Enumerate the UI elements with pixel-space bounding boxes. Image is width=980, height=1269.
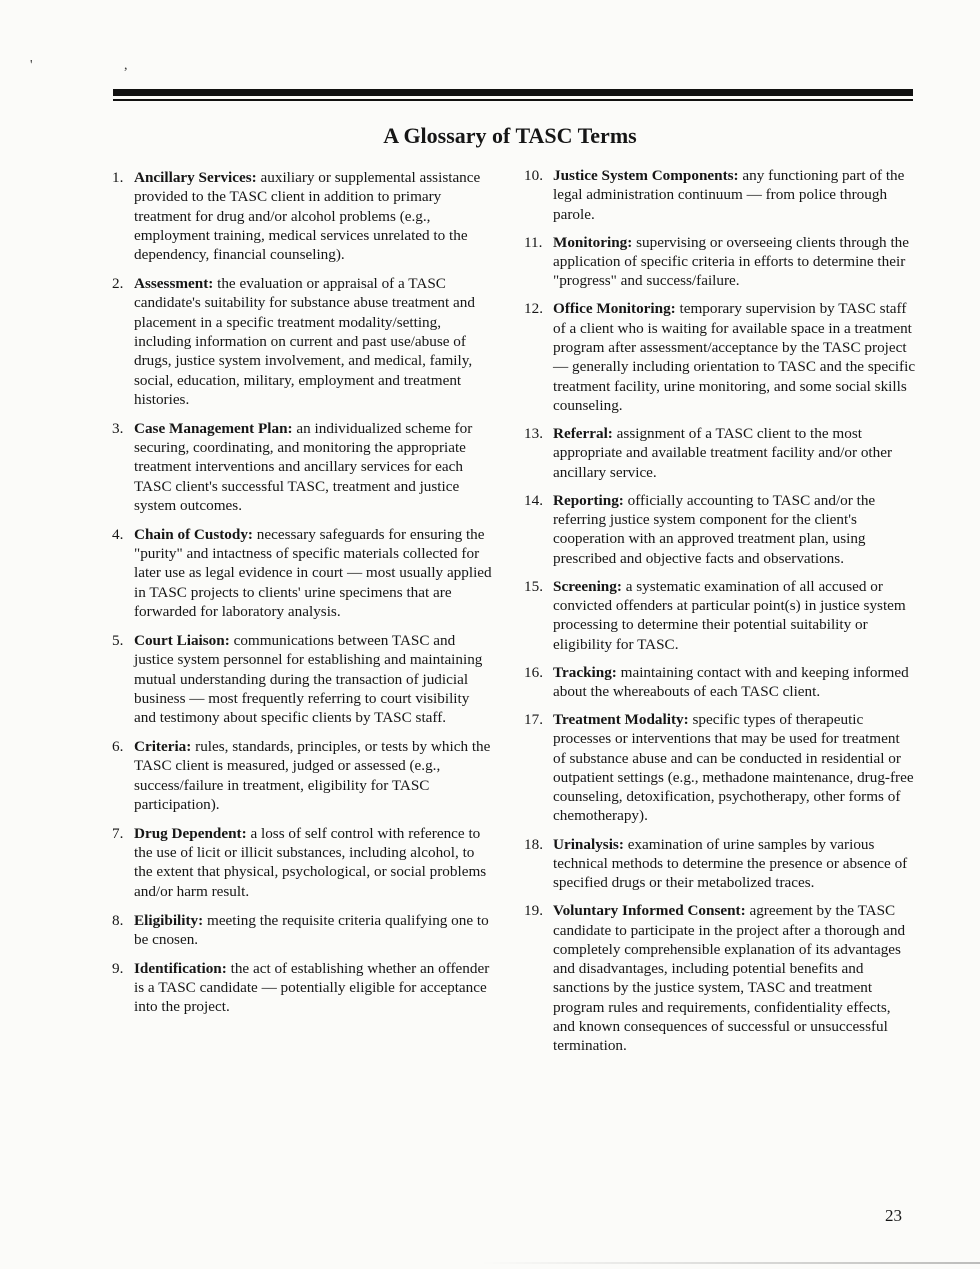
entry-body (134, 959, 494, 1017)
entry-term: Justice System Components: (553, 167, 739, 184)
entry-definition: auxiliary or supplemental assistance provided to the TASC client in addition to primary treatment for drug and/or alcohol problems (e.g., employment training, medical services unrelated to the dependency, financial counseling). (134, 169, 481, 264)
entry-term: Chain of Custody: (134, 525, 253, 543)
entry-term: Identification: (134, 959, 227, 977)
entry-term: Office Monitoring: (553, 300, 676, 318)
entry-body (134, 419, 494, 515)
entry-body (553, 577, 916, 654)
entry-term: Ancillary Services: (134, 169, 257, 186)
entry-body (134, 824, 494, 901)
entry-definition: the evaluation or appraisal of a TASC candidate's suitability for substance abuse treatment and placement in a specific treatment modality/setting, including information on current and past use/abuse of drugs, justice system involvement, and medical, family, social, education, military, employment and treatment histories. (134, 275, 475, 408)
entry-term: Voluntary Informed Consent: (553, 902, 746, 920)
entry-body (553, 424, 916, 482)
entry-definition: an individualized scheme for securing, coordinating, and monitoring the appropriate treatment interventions and ancillary services for each TASC client's successful TASC, treatment and justice system outcomes. (134, 419, 473, 514)
glossary-entry (524, 233, 916, 291)
glossary-entry (524, 710, 916, 826)
entry-body (553, 710, 916, 826)
glossary-entry (112, 631, 494, 727)
page-title: A Glossary of TASC Terms (383, 123, 637, 148)
glossary-left-column (112, 168, 494, 1026)
entry-number: 5. (112, 631, 124, 649)
entry-definition: a systematic examination of all accused or convicted offenders at particular point(s) in justice system processing to determine their potential suitability or eligibility for TASC. (553, 577, 906, 653)
glossary-entry (524, 424, 916, 482)
entry-number: 1. (112, 169, 124, 186)
entry-body (134, 525, 494, 621)
entry-body (134, 168, 494, 264)
entry-body (134, 274, 494, 409)
entry-term: Assessment: (134, 275, 214, 293)
entry-number: 11. (524, 233, 543, 251)
entry-definition: temporary supervision by TASC staff of a client who is waiting for available space in a treatment program after assessment/acceptance by the TASC project — generally including orientation to TASC and the specific treatment facility, urine monitoring, and some social skills counseling. (553, 300, 916, 414)
entry-term: Reporting: (553, 491, 624, 509)
entry-definition: rules, standards, principles, or tests by which the TASC client is measured, judged or assessed (e.g., success/failure in treatment, eligibility for TASC participation). (134, 737, 491, 813)
entry-term: Monitoring: (553, 233, 633, 251)
glossary-entry (112, 274, 494, 409)
entry-term: Referral: (553, 424, 613, 442)
page-number: 23 (885, 1206, 902, 1225)
entry-definition: examination of urine samples by various technical methods to determine the presence or absence of specified drugs or their metabolized traces. (553, 835, 908, 892)
header-rule-thin (113, 99, 913, 101)
entry-definition: communications between TASC and justice system personnel for establishing and maintaining mutual understanding during the transaction of judicial business — most frequently referring to court visibility and testimony about specific clients by TASC staff. (134, 631, 483, 727)
entry-number: 13. (524, 424, 543, 442)
entry-definition: agreement by the TASC candidate to participate in the project after a thorough and completely comprehensible explanation of its advantages and disadvantages, including potential benefits and sanctions by the justice system, TASC and treatment program rules and requirements, confidentiality effects, and known consequences of successful or unsuccessful termination. (553, 902, 906, 1055)
glossary-entry (112, 525, 494, 621)
entry-definition: a loss of self control with reference to the use of licit or illicit substances, including alcohol, to the extent that physical, psychological, or social problems and/or harm result. (134, 824, 487, 900)
entry-number: 16. (524, 663, 543, 681)
entry-body (553, 233, 916, 291)
glossary-right-column (524, 166, 916, 1064)
entry-term: Case Management Plan: (134, 419, 293, 437)
glossary-entry (524, 901, 916, 1055)
entry-body (134, 911, 494, 950)
entry-body (553, 835, 916, 893)
entry-body (553, 901, 916, 1055)
entry-definition: supervising or overseeing clients through the application of specific criteria in efforts to determine their "progress" and success/failure. (553, 233, 910, 290)
entry-body (553, 491, 916, 568)
entry-term: Treatment Modality: (553, 711, 689, 728)
entry-number: 7. (112, 824, 124, 842)
entry-term: Urinalysis: (553, 835, 624, 853)
entry-term: Eligibility: (134, 911, 204, 929)
entry-number: 8. (112, 911, 124, 929)
entry-number: 9. (112, 959, 124, 977)
glossary-entry (112, 824, 494, 901)
entry-term: Tracking: (553, 663, 617, 681)
entry-number: 18. (524, 835, 543, 853)
entry-number: 4. (112, 525, 124, 543)
header-rule-thick (113, 89, 913, 96)
entry-number: 10. (524, 167, 543, 184)
scan-edge-shadow (480, 1262, 980, 1264)
entry-definition: meeting the requisite criteria qualifying one to be cnosen. (134, 911, 489, 948)
glossary-entry (524, 491, 916, 568)
entry-definition: any functioning part of the legal administration continuum — from police through parole. (553, 167, 905, 223)
entry-definition: necessary safeguards for ensuring the "purity" and intactness of specific materials collected for later use as legal evidence in court — most usually applied in TASC projects to clients' urine specimens that are forwarded for laboratory analysis. (134, 525, 492, 621)
glossary-entry (112, 911, 494, 950)
entry-body (134, 737, 494, 814)
glossary-entry (112, 737, 494, 814)
margin-marks: ' , (30, 58, 172, 73)
entry-number: 6. (112, 737, 124, 755)
entry-number: 19. (524, 902, 543, 920)
glossary-entry (112, 959, 494, 1017)
glossary-entry (524, 166, 916, 224)
entry-number: 3. (112, 419, 124, 437)
glossary-entry (524, 835, 916, 893)
entry-number: 15. (524, 577, 543, 595)
glossary-entry (524, 299, 916, 415)
entry-definition: maintaining contact with and keeping informed about the whereabouts of each TASC client. (553, 663, 909, 700)
entry-term: Criteria: (134, 737, 192, 755)
entry-term: Court Liaison: (134, 631, 230, 649)
entry-definition: assignment of a TASC client to the most appropriate and available treatment facility and/or other ancillary service. (553, 424, 893, 481)
glossary-entry (112, 168, 494, 264)
entry-definition: specific types of therapeutic processes or interventions that may be used for treatment of substance abuse and can be conducted in residential or outpatient settings (e.g., methadone maintenance, drug-free counseling, detoxification, psychotherapy, other forms of chemotherapy). (553, 711, 914, 825)
entry-definition: officially accounting to TASC and/or the referring justice system component for the client's cooperation with an approved treatment plan, using prescribed and objective facts and observations. (553, 491, 876, 567)
entry-term: Screening: (553, 577, 622, 595)
glossary-entry (524, 663, 916, 702)
entry-body (553, 663, 916, 702)
entry-number: 2. (112, 275, 124, 293)
entry-number: 14. (524, 491, 543, 509)
entry-body (553, 299, 916, 415)
entry-term: Drug Dependent: (134, 824, 247, 842)
glossary-entry (112, 419, 494, 515)
glossary-entry (524, 577, 916, 654)
entry-number: 17. (524, 711, 543, 728)
entry-definition: the act of establishing whether an offender is a TASC candidate — potentially eligible for acceptance into the project. (134, 959, 490, 1016)
entry-body (553, 166, 916, 224)
entry-number: 12. (524, 300, 543, 318)
entry-body (134, 631, 494, 727)
